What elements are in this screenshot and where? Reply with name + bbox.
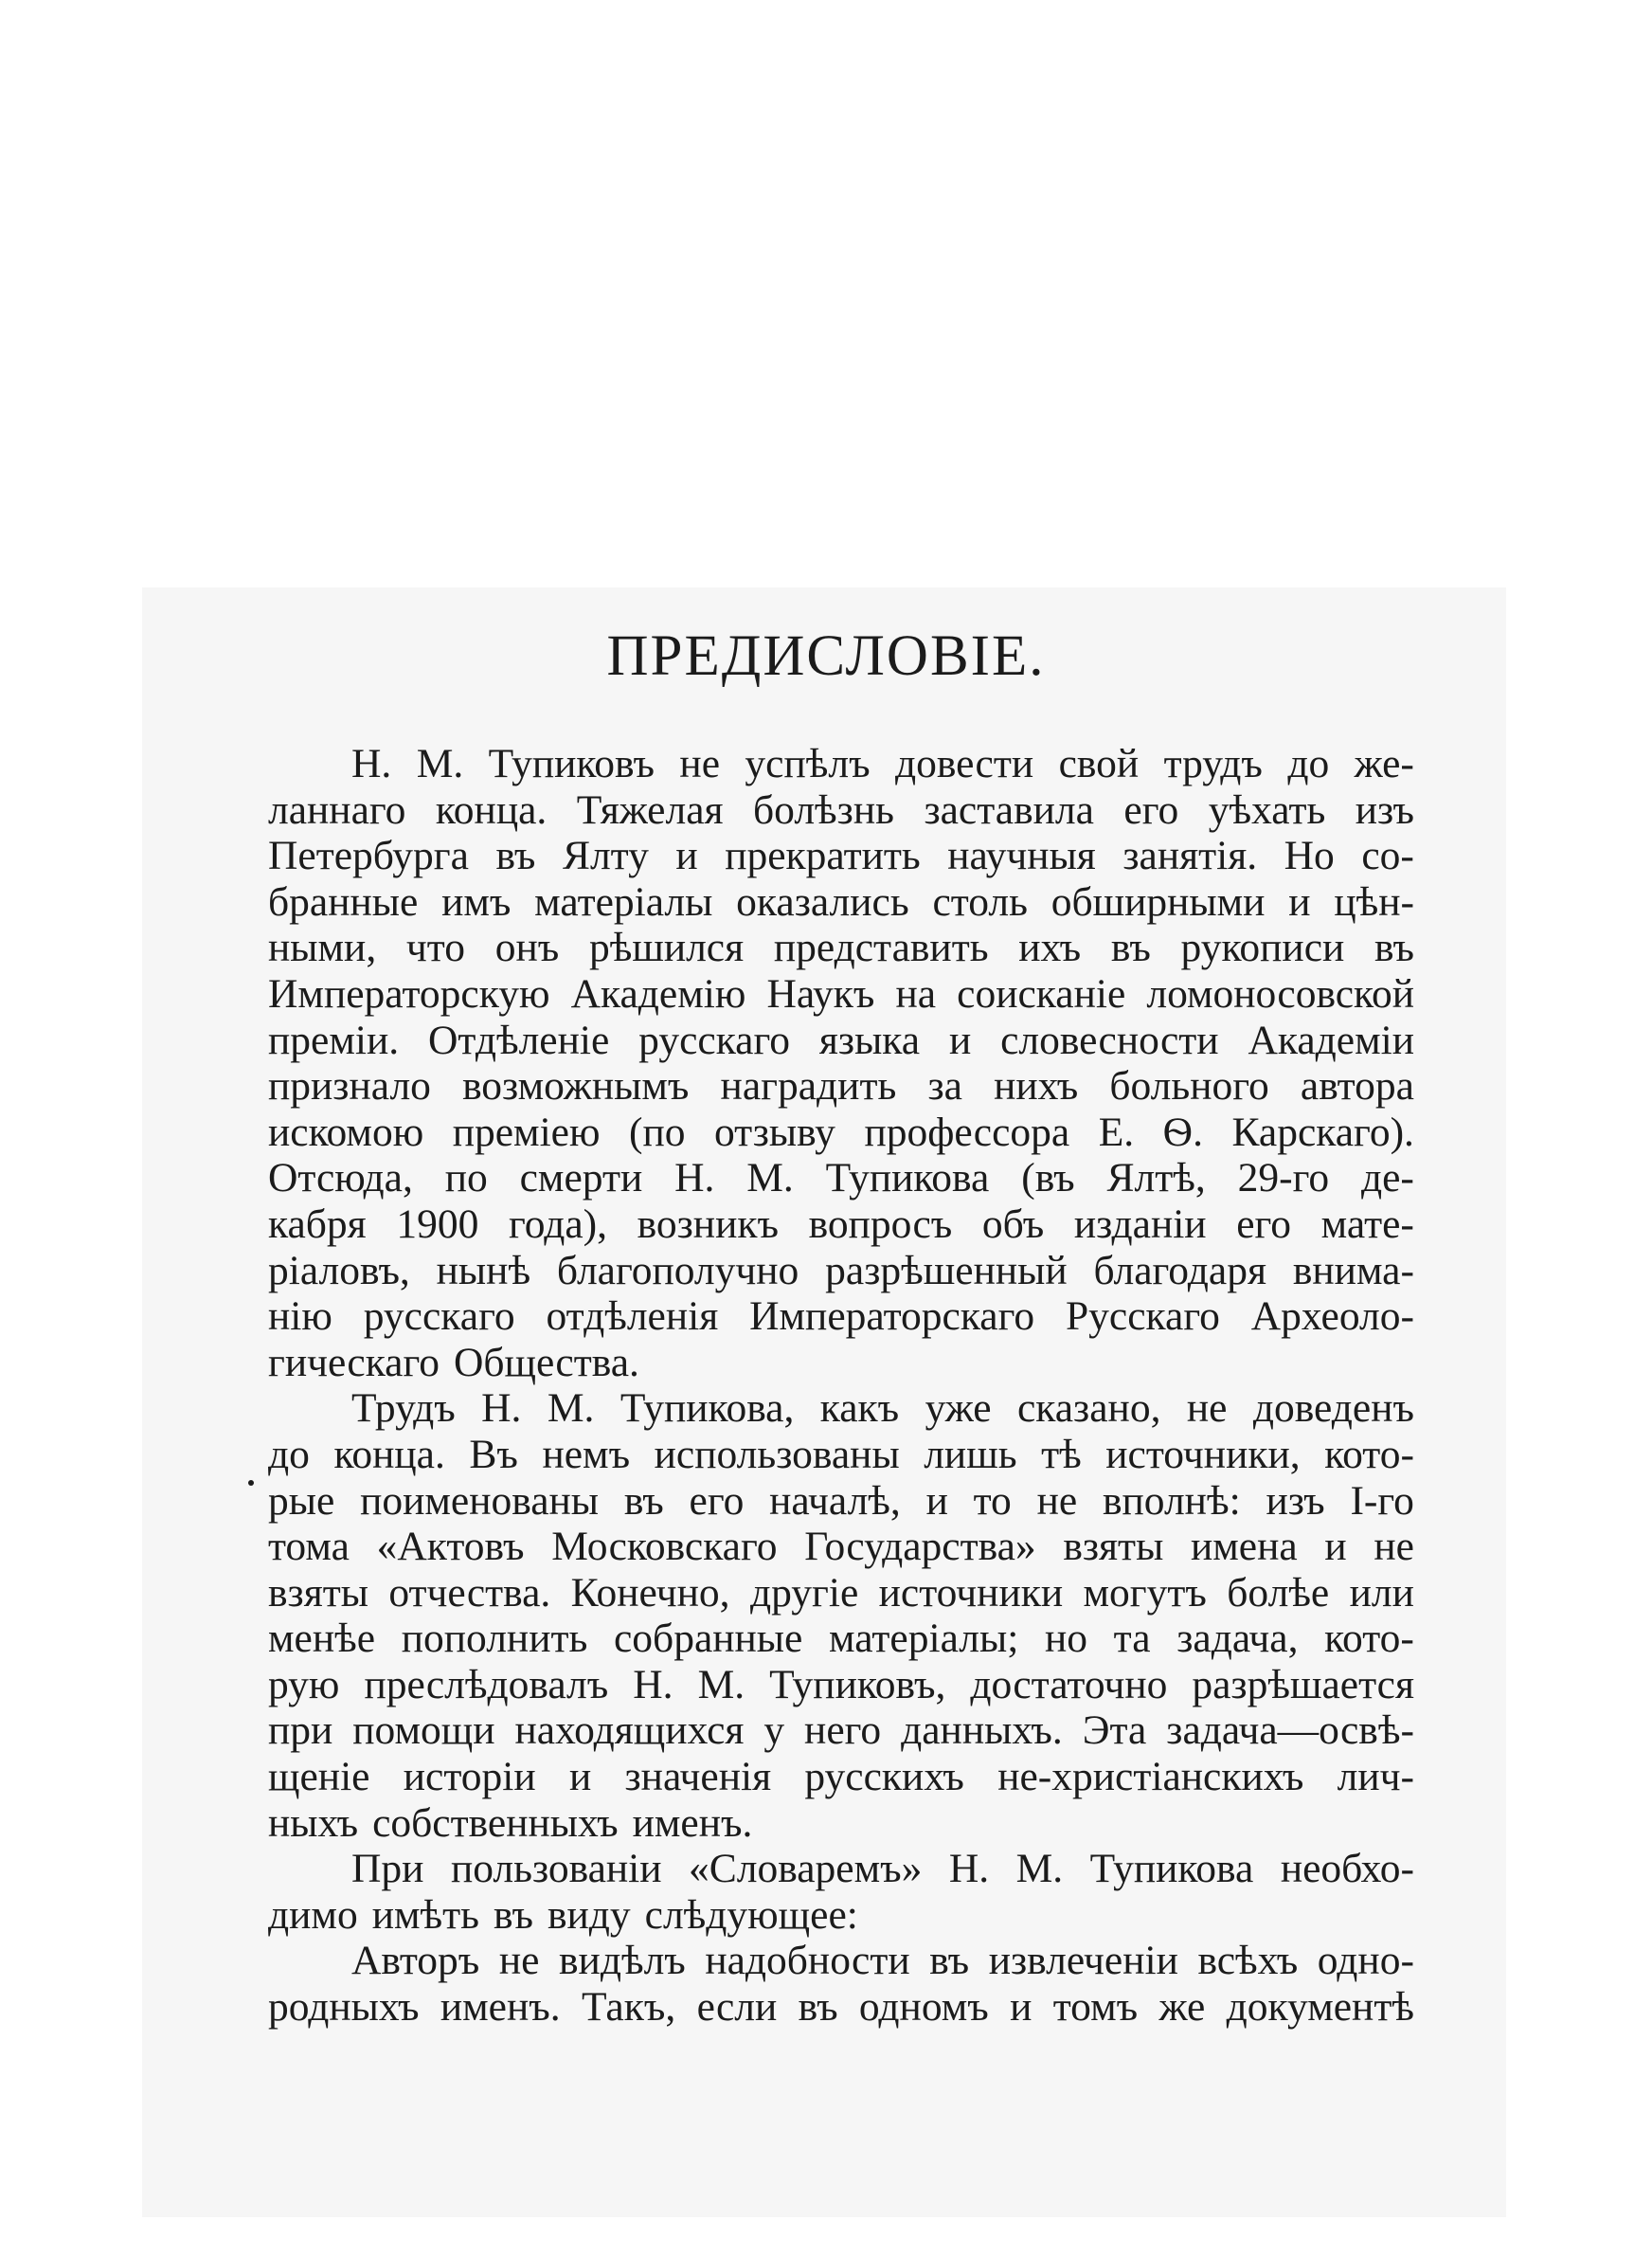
word: лич- — [1337, 1754, 1414, 1800]
word: до — [1287, 741, 1330, 786]
word: русскаго — [363, 1293, 515, 1340]
word: то — [973, 1477, 1012, 1524]
word: цѣн- — [1334, 878, 1414, 925]
word: ныхъ — [268, 1799, 359, 1846]
word: 1900 — [396, 1201, 479, 1247]
word: помощи — [352, 1707, 495, 1754]
word: при — [268, 1707, 333, 1754]
word: Н. — [674, 1155, 715, 1201]
word: и — [568, 1754, 592, 1800]
word: тѣ — [1041, 1431, 1082, 1477]
word: въ — [798, 1984, 838, 2031]
word: по — [444, 1155, 488, 1201]
word: Н. — [633, 1661, 673, 1707]
word: если — [696, 1984, 778, 2031]
word: данныхъ. — [901, 1707, 1063, 1754]
word: столь — [932, 878, 1028, 925]
page-title: ПРЕДИСЛОВІЕ. — [606, 624, 1046, 688]
word: какъ — [819, 1385, 900, 1432]
word: за — [927, 1063, 962, 1110]
word: на — [895, 970, 937, 1017]
word: поименованы — [360, 1477, 600, 1524]
word: же — [1158, 1984, 1206, 2031]
word: профессора — [864, 1109, 1070, 1155]
word: вопросъ — [808, 1201, 953, 1247]
text-line — [268, 833, 1414, 879]
word: именъ. — [440, 1984, 561, 2031]
text-line — [268, 1662, 1414, 1708]
word: благодаря — [1093, 1247, 1267, 1293]
word: именъ. — [632, 1799, 753, 1846]
word: ными, — [268, 925, 377, 971]
word: представить — [773, 925, 989, 971]
word: (въ — [1021, 1155, 1075, 1201]
word: оказались — [736, 878, 909, 925]
word: разрѣшенный — [825, 1247, 1068, 1293]
word: автора — [1300, 1063, 1414, 1110]
word: рѣшился — [588, 925, 745, 971]
word: нынѣ — [436, 1247, 531, 1293]
word: его — [1236, 1201, 1292, 1247]
word: димо — [268, 1891, 358, 1938]
word: мате- — [1320, 1201, 1414, 1247]
text-line — [268, 1984, 1414, 2031]
word: документѣ — [1226, 1984, 1414, 2031]
word: началѣ, — [769, 1477, 901, 1524]
word: М. — [416, 741, 464, 786]
word: у — [763, 1707, 785, 1754]
word: немъ — [542, 1431, 631, 1477]
word: Императорскую — [268, 970, 550, 1017]
word: достаточно — [970, 1661, 1168, 1707]
word: взяты — [268, 1569, 368, 1616]
word: и — [1288, 878, 1311, 925]
word: не — [679, 741, 721, 786]
word: въ — [1110, 925, 1151, 971]
word: Н. — [351, 741, 392, 786]
word: щеніе — [268, 1754, 370, 1800]
word: года), — [508, 1201, 607, 1247]
word: Московскаго — [551, 1524, 778, 1570]
word: возникъ — [637, 1201, 779, 1247]
word: Въ — [469, 1431, 518, 1477]
word: болѣе — [1227, 1569, 1330, 1616]
word: собственныхъ — [372, 1799, 619, 1846]
word: сказано, — [1016, 1385, 1161, 1432]
word: что — [405, 925, 465, 971]
word: Наукъ — [766, 970, 875, 1017]
word: источники — [878, 1569, 1064, 1616]
word: въ — [929, 1938, 970, 1984]
text-line — [268, 1938, 1414, 1984]
word: объ — [981, 1201, 1045, 1247]
word: не — [1374, 1524, 1414, 1570]
word: въ — [495, 833, 536, 879]
text-line — [268, 879, 1414, 926]
text-line — [268, 1478, 1414, 1525]
word: взяты — [1063, 1524, 1164, 1570]
word: ріаловъ, — [268, 1247, 410, 1293]
word: Карскаго). — [1231, 1109, 1414, 1155]
word: Авторъ — [351, 1938, 480, 1984]
text-line — [268, 1524, 1414, 1570]
text-line — [268, 1892, 1414, 1939]
word: извлеченіи — [988, 1938, 1178, 1984]
word: отзыву — [714, 1109, 835, 1155]
word: словесности — [1000, 1017, 1219, 1063]
word: Императорскаго — [749, 1293, 1035, 1340]
word: Тупиковъ — [488, 741, 655, 786]
word: ломоносовской — [1146, 970, 1414, 1017]
text-line — [268, 1570, 1414, 1616]
word: Н. — [948, 1846, 990, 1892]
word: до — [268, 1431, 310, 1477]
word: доведенъ — [1252, 1385, 1414, 1432]
word: Отдѣленіе — [427, 1017, 610, 1063]
word: Е. — [1098, 1109, 1135, 1155]
word: виду — [547, 1891, 631, 1938]
word: Эта — [1082, 1707, 1147, 1754]
word: въ — [623, 1477, 664, 1524]
word: При — [351, 1846, 424, 1892]
word: отдѣленія — [546, 1293, 719, 1340]
word: М. — [697, 1661, 745, 1707]
word: могутъ — [1083, 1569, 1207, 1616]
word: и — [1010, 1984, 1032, 2031]
text-line — [268, 1385, 1414, 1432]
text-line — [268, 741, 1414, 787]
text-line — [268, 971, 1414, 1018]
word: уже — [925, 1385, 992, 1432]
word: ихъ — [1018, 925, 1082, 971]
word: возможнымъ — [462, 1063, 690, 1110]
text-line — [268, 1248, 1414, 1294]
word: преміею — [452, 1109, 601, 1155]
word: внима- — [1292, 1247, 1414, 1293]
word: благополучно — [556, 1247, 799, 1293]
word: не — [498, 1938, 540, 1984]
word: трудъ — [1163, 741, 1263, 786]
word: использованы — [654, 1431, 900, 1477]
text-line — [268, 1018, 1414, 1064]
text-line — [268, 1707, 1414, 1754]
word: I-го — [1350, 1477, 1414, 1524]
word: не-христіанскихъ — [997, 1754, 1304, 1800]
text-line — [268, 1432, 1414, 1478]
word: русскихъ — [804, 1754, 964, 1800]
word: матеріалы — [534, 878, 713, 925]
word: изъ — [1266, 1477, 1325, 1524]
word: преміи. — [268, 1017, 400, 1063]
word: конца. — [333, 1431, 445, 1477]
word: исторіи — [403, 1754, 536, 1800]
word: прекратить — [725, 833, 921, 879]
word: признало — [268, 1063, 431, 1110]
word: Тупикова, — [620, 1385, 795, 1432]
word: изъ — [1355, 786, 1414, 833]
word: русскаго — [638, 1017, 790, 1063]
word: занятія. — [1122, 833, 1258, 879]
word: Тупикова — [1089, 1846, 1254, 1892]
word: или — [1349, 1569, 1414, 1616]
word: Академію — [570, 970, 746, 1017]
word: Русскаго — [1065, 1293, 1220, 1340]
word: источники, — [1105, 1431, 1301, 1477]
word: нихъ — [994, 1063, 1079, 1110]
word: соисканіе — [957, 970, 1126, 1017]
word: Н. — [481, 1385, 522, 1432]
word: Но — [1284, 833, 1335, 879]
word: рую — [268, 1661, 340, 1707]
word: гическаго — [268, 1339, 440, 1385]
text-line — [268, 1063, 1414, 1110]
word: задача—освѣ- — [1166, 1707, 1414, 1754]
word: него — [804, 1707, 882, 1754]
word: Тупикова — [825, 1155, 990, 1201]
word: «Актовъ — [376, 1524, 525, 1570]
word: научныя — [947, 833, 1096, 879]
word: его — [689, 1477, 745, 1524]
text-line — [268, 787, 1414, 834]
word: де- — [1360, 1155, 1414, 1201]
word: тома — [268, 1524, 350, 1570]
word: довести — [895, 741, 1034, 786]
word: одномъ — [858, 1984, 989, 2031]
word: Конечно, — [570, 1569, 730, 1616]
word: отчества. — [388, 1569, 551, 1616]
word: вполнѣ: — [1102, 1477, 1241, 1524]
word: М. — [746, 1155, 794, 1201]
word: Тупиковъ, — [769, 1661, 946, 1707]
word: пользованіи — [450, 1846, 662, 1892]
word: матеріалы; — [829, 1616, 1019, 1662]
word: не — [1036, 1477, 1078, 1524]
word: Отсюда, — [268, 1155, 413, 1201]
word: больного — [1109, 1063, 1269, 1110]
word: но — [1044, 1616, 1087, 1662]
text-line — [268, 1616, 1414, 1662]
word: его — [1123, 786, 1179, 833]
word: Такъ, — [581, 1984, 676, 2031]
word: конца. — [435, 786, 548, 833]
word: нію — [268, 1293, 332, 1340]
word: томъ — [1052, 1984, 1139, 2031]
word: языка — [818, 1017, 921, 1063]
word: преслѣдовалъ — [364, 1661, 609, 1707]
word: родныхъ — [268, 1984, 420, 2031]
word: наградить — [720, 1063, 897, 1110]
word: Археоло- — [1250, 1293, 1414, 1340]
word: кото- — [1324, 1431, 1414, 1477]
word: Трудъ — [351, 1385, 456, 1432]
word: Ялту — [562, 833, 649, 879]
word: та — [1113, 1616, 1151, 1662]
word: онъ — [494, 925, 560, 971]
word: свой — [1058, 741, 1140, 786]
word: успѣлъ — [745, 741, 871, 786]
word: Тяжелая — [576, 786, 724, 833]
word: бранные — [268, 878, 419, 925]
word: кабря — [268, 1201, 367, 1247]
word: и — [1324, 1524, 1347, 1570]
word: 29-го — [1237, 1155, 1330, 1201]
word: другіе — [749, 1569, 859, 1616]
word: смерти — [519, 1155, 643, 1201]
word: имена — [1191, 1524, 1298, 1570]
word: болѣзнь — [753, 786, 894, 833]
word: не — [1186, 1385, 1228, 1432]
word: кото- — [1324, 1616, 1414, 1662]
text-line — [268, 1201, 1414, 1248]
text-line — [268, 1800, 1414, 1847]
word: значенія — [624, 1754, 772, 1800]
word: Петербурга — [268, 833, 469, 879]
word: Академіи — [1248, 1017, 1414, 1063]
text-line — [268, 1155, 1414, 1201]
word: Ялтѣ, — [1106, 1155, 1206, 1201]
word: задача, — [1176, 1616, 1299, 1662]
word: ланнаго — [268, 786, 406, 833]
word: Ѳ. — [1162, 1109, 1203, 1155]
word: рые — [268, 1477, 335, 1524]
word: лишь — [924, 1431, 1017, 1477]
word: менѣе — [268, 1616, 376, 1662]
word: слѣдующее: — [644, 1891, 858, 1938]
word: М. — [547, 1385, 595, 1432]
word: собранные — [614, 1616, 803, 1662]
text-line — [268, 1340, 1414, 1386]
word: (по — [628, 1109, 686, 1155]
text-line — [268, 1293, 1414, 1340]
text-line — [268, 925, 1414, 971]
word: и — [948, 1017, 972, 1063]
word: въ — [493, 1891, 533, 1938]
word: разрѣшается — [1192, 1661, 1414, 1707]
word: всѣхъ — [1197, 1938, 1299, 1984]
word: «Словаремъ» — [689, 1846, 923, 1892]
word: одно- — [1317, 1938, 1414, 1984]
word: Общества. — [454, 1339, 639, 1385]
word: изданіи — [1073, 1201, 1207, 1247]
word: имъ — [441, 878, 512, 925]
word: со- — [1361, 833, 1414, 879]
word: видѣлъ — [559, 1938, 686, 1984]
word: же- — [1354, 741, 1414, 786]
word: Государства» — [804, 1524, 1036, 1570]
word: искомою — [268, 1109, 424, 1155]
text-line — [268, 1846, 1414, 1892]
word: и — [675, 833, 698, 879]
word: рукописи — [1180, 925, 1345, 971]
word: обширными — [1050, 878, 1266, 925]
word: надобности — [705, 1938, 910, 1984]
stray-ink-mark — [248, 1480, 254, 1486]
word: въ — [1374, 925, 1414, 971]
word: и — [925, 1477, 948, 1524]
word: М. — [1015, 1846, 1064, 1892]
word: имѣть — [371, 1891, 479, 1938]
word: пополнить — [401, 1616, 588, 1662]
text-line — [268, 1754, 1414, 1800]
word: уѣхать — [1208, 786, 1326, 833]
word: заставила — [924, 786, 1094, 833]
text-line — [268, 1110, 1414, 1156]
word: находящихся — [514, 1707, 745, 1754]
word: необхо- — [1280, 1846, 1414, 1892]
body-text — [268, 741, 1414, 2031]
